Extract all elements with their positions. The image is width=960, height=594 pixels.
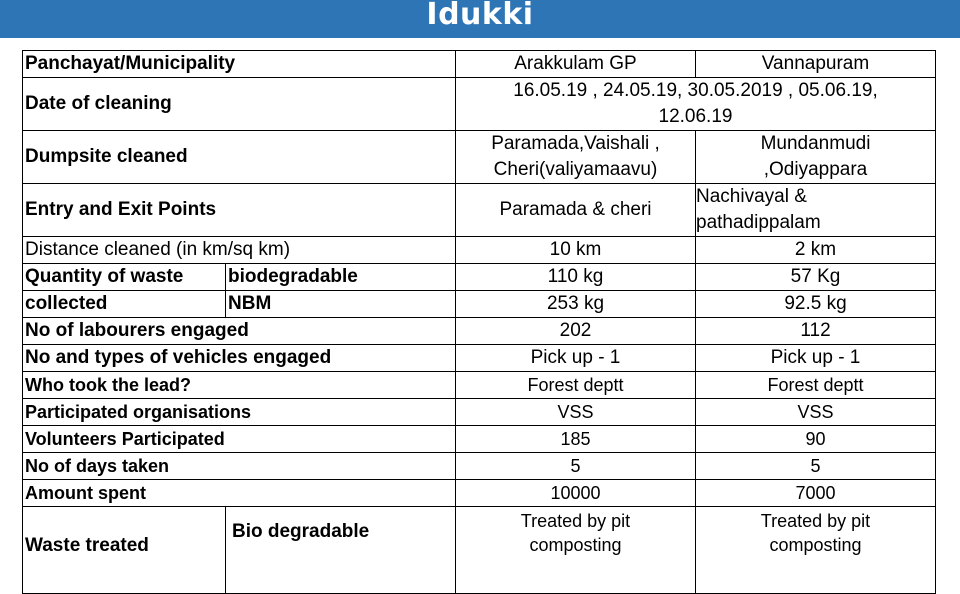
row-label: Panchayat/Municipality xyxy=(23,51,456,78)
cell-a: 10 km xyxy=(456,237,696,264)
cell-line: Cheri(valiyamaavu) xyxy=(493,159,658,180)
cell-line: Treated by pit xyxy=(760,511,871,531)
table-row xyxy=(23,453,936,480)
cell-b: 92.5 kg xyxy=(696,291,936,318)
cell-line: composting xyxy=(529,535,622,555)
cell-a: Pick up - 1 xyxy=(456,345,696,372)
col-header-b: Vannapuram xyxy=(696,51,936,78)
cell-b: 112 xyxy=(696,318,936,345)
cell-line: pathadippalam xyxy=(696,212,821,233)
cell-line: Paramada,Vaishali , xyxy=(491,133,660,154)
cell-line: Nachivayal & xyxy=(696,186,807,207)
row-sublabel: Bio degradable xyxy=(226,507,456,594)
table-row xyxy=(23,507,936,594)
table-row xyxy=(23,131,936,184)
cell-b: Pick up - 1 xyxy=(696,345,936,372)
cell-line: Mundanmudi xyxy=(760,133,871,154)
cell-b: 7000 xyxy=(696,480,936,507)
table-row xyxy=(23,264,936,291)
slide-title: Idukki xyxy=(426,0,534,32)
cell-b: 5 xyxy=(696,453,936,480)
cell-b xyxy=(696,507,936,594)
table-row xyxy=(23,399,936,426)
row-label: Waste treated xyxy=(23,507,226,594)
table-row xyxy=(23,51,936,78)
row-label: Participated organisations xyxy=(23,399,456,426)
row-label: collected xyxy=(23,291,226,318)
cell-a: 5 xyxy=(456,453,696,480)
cell-b: Forest deptt xyxy=(696,372,936,399)
row-sublabel: NBM xyxy=(226,291,456,318)
table-row xyxy=(23,237,936,264)
row-label: No of labourers engaged xyxy=(23,318,456,345)
col-header-a: Arakkulam GP xyxy=(456,51,696,78)
cell-a: Forest deptt xyxy=(456,372,696,399)
row-label: Entry and Exit Points xyxy=(23,184,456,237)
row-label: No and types of vehicles engaged xyxy=(23,345,456,372)
cell-a: VSS xyxy=(456,399,696,426)
cell-a: 110 kg xyxy=(456,264,696,291)
cell-a xyxy=(456,507,696,594)
table-row xyxy=(23,426,936,453)
table-row xyxy=(23,372,936,399)
cell-line: Treated by pit xyxy=(520,511,631,531)
table-row xyxy=(23,291,936,318)
cell-line: ,Odiyappara xyxy=(763,159,868,180)
row-sublabel: biodegradable xyxy=(226,264,456,291)
cell-a: 202 xyxy=(456,318,696,345)
title-bar xyxy=(0,0,960,38)
row-label: Quantity of waste xyxy=(23,264,226,291)
cell-a: 253 kg xyxy=(456,291,696,318)
idukki-cleaning-table xyxy=(22,50,936,594)
row-label: Volunteers Participated xyxy=(23,426,456,453)
cell-a: Paramada & cheri xyxy=(456,184,696,237)
table-row xyxy=(23,480,936,507)
row-label: Date of cleaning xyxy=(23,78,456,131)
cell-a xyxy=(456,131,696,184)
cell-a: 185 xyxy=(456,426,696,453)
cell-b xyxy=(696,131,936,184)
cell-b: 90 xyxy=(696,426,936,453)
cell-a: 10000 xyxy=(456,480,696,507)
cell-line: 12.06.19 xyxy=(658,106,733,127)
table-row xyxy=(23,318,936,345)
row-label: No of days taken xyxy=(23,453,456,480)
cell-b: VSS xyxy=(696,399,936,426)
row-label: Amount spent xyxy=(23,480,456,507)
cell-b: 2 km xyxy=(696,237,936,264)
row-label: Distance cleaned (in km/sq km) xyxy=(23,237,456,264)
table-row xyxy=(23,184,936,237)
cell-date-value xyxy=(456,78,936,131)
table-row xyxy=(23,345,936,372)
row-label: Dumpsite cleaned xyxy=(23,131,456,184)
cell-line: composting xyxy=(769,535,862,555)
cell-b xyxy=(696,184,936,237)
table-row xyxy=(23,78,936,131)
row-label: Who took the lead? xyxy=(23,372,456,399)
cell-line: 16.05.19 , 24.05.19, 30.05.2019 , 05.06.19, xyxy=(513,80,878,101)
cell-b: 57 Kg xyxy=(696,264,936,291)
